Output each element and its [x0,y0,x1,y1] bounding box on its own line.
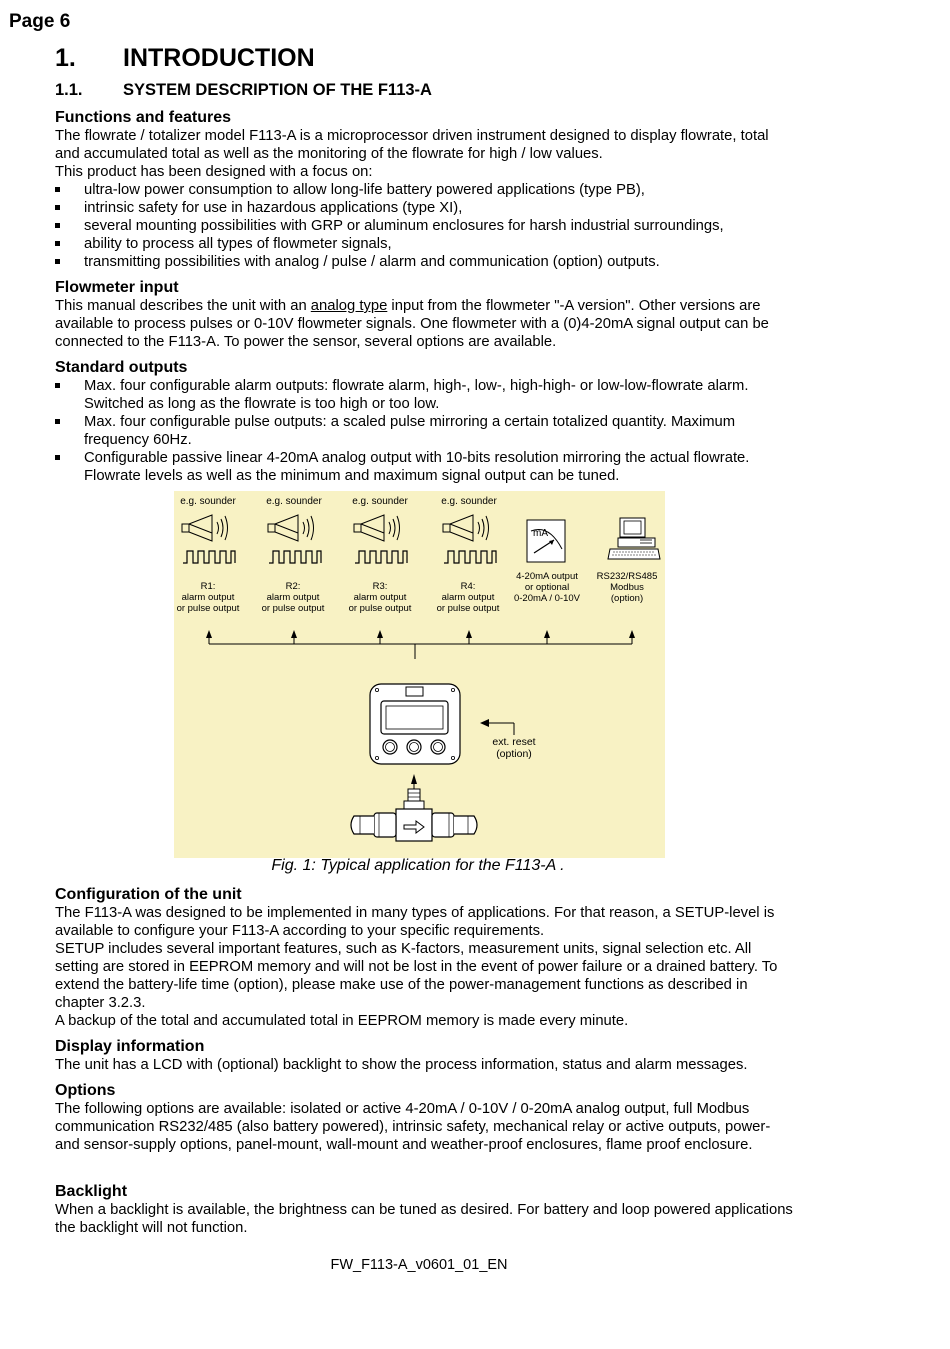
figure-caption: Fig. 1: Typical application for the F113-A . [271,857,565,874]
computer-icon [608,518,660,559]
ext-reset-arrow-icon [480,719,514,735]
list-item: Max. four configurable pulse outputs: a scaled pulse mirroring a certain totalized quantity. Maximum frequency 60Hz. [55,413,795,449]
svg-text:0-20mA / 0-10V: 0-20mA / 0-10V [513,593,581,604]
output-arrow [377,630,383,644]
sounder-label: e.g. sounder [441,496,497,507]
paragraph: SETUP includes several important features, such as K-factors, measurement units, signal selection etc. All setting are stored in EEPROM memory and will not be lost in the event of power failure or a drained battery. To extend the battery-life time (option), please make use of the power-management functions as described in chapter 3.2.3. [55,941,778,1011]
section-configuration [55,885,795,1030]
sounder-icon [354,515,400,541]
signal-arrow-icon [411,774,417,789]
svg-text:or pulse output: or pulse output [348,603,412,614]
milliamp-meter-icon [527,520,565,562]
svg-text:(option): (option) [610,593,644,604]
output-arrow [291,630,297,644]
paragraph: This manual describes the unit with an analog type input from the flowmeter "-A version". Other versions are available to process pulses or 0-10V flowmeter signals. One flowmeter with a (0)4-20mA signal output can be connected to the F113-A. To power the sensor, several options are available. [55,298,769,350]
svg-text:or pulse output: or pulse output [261,603,325,614]
relay-r4-label: R4: [460,581,476,592]
section-outputs [55,358,795,485]
svg-text:or pulse output: or pulse output [436,603,500,614]
output-arrow [544,630,550,644]
output-arrow [466,630,472,644]
section-heading: Options [55,1082,116,1099]
output-arrow [629,630,635,644]
list-item: intrinsic safety for use in hazardous applications (type XI), [55,199,795,217]
sounder-label: e.g. sounder [352,496,408,507]
paragraph: A backup of the total and accumulated total in EEPROM memory is made every minute. [55,1013,629,1029]
list-item: several mounting possibilities with GRP or aluminum enclosures for harsh industrial surroundings, [55,217,795,235]
svg-text:alarm output: alarm output [441,592,495,603]
comm-output-label: RS232/RS485 [596,571,658,582]
list-item: Configurable passive linear 4-20mA analog output with 10-bits resolution mirroring the actual flowrate. Flowrate levels as well as the minimum and maximum signal output can be tuned. [55,449,795,485]
svg-text:alarm output: alarm output [181,592,235,603]
ext-reset-label: ext. reset [492,736,536,748]
output-arrow [206,630,212,644]
section-functions [55,108,795,271]
flowmeter-pipe-icon [351,789,477,841]
section-heading: Standard outputs [55,359,188,376]
footer-doc-id: FW_F113-A_v0601_01_EN [330,1257,508,1273]
list-item: ultra-low power consumption to allow long-life battery powered applications (type PB), [55,181,795,199]
sounder-icon [443,515,489,541]
pulse-icon [183,551,235,563]
heading2-title: SYSTEM DESCRIPTION OF THE F113-A [123,81,432,99]
section-heading: Functions and features [55,109,232,126]
svg-text:Modbus: Modbus [610,582,644,593]
section-display [55,1037,795,1074]
section-heading: Display information [55,1038,205,1055]
bullet-icon [55,383,60,388]
section-flowmeter [55,278,795,351]
page-number: Page 6 [9,11,71,32]
application-diagram [174,491,665,858]
analog-output-label: 4-20mA output [516,571,578,582]
section-heading: Backlight [55,1183,128,1200]
bullet-icon [55,187,60,192]
heading2-number: 1.1. [55,81,83,99]
underlined-term: analog type [310,298,388,314]
sounder-icon [182,515,228,541]
paragraph: When a backlight is available, the brightness can be tuned as desired. For battery and loop powered applications the backlight will not function. [55,1202,793,1236]
bullet-icon [55,259,60,264]
pulse-icon [269,551,321,563]
paragraph: The F113-A was designed to be implemented in many types of applications. For that reason, a SETUP-level is available to configure your F113-A according to your specific requirements. [55,905,775,939]
bullet-icon [55,205,60,210]
heading1-title: INTRODUCTION [123,44,315,72]
svg-text:alarm output: alarm output [353,592,407,603]
sounder-label: e.g. sounder [180,496,236,507]
bullet-icon [55,241,60,246]
sounder-label: e.g. sounder [266,496,322,507]
svg-text:or optional: or optional [524,582,570,593]
diagram-canvas [174,491,665,858]
heading1-number: 1. [55,44,76,72]
section-heading: Configuration of the unit [55,886,242,903]
section-heading: Flowmeter input [55,279,179,296]
paragraph: The unit has a LCD with (optional) backlight to show the process information, status and alarm messages. [55,1057,748,1073]
svg-text:or pulse output: or pulse output [176,603,240,614]
relay-r3-label: R3: [372,581,388,592]
section-options [55,1081,795,1154]
bullet-icon [55,419,60,424]
paragraph: This product has been designed with a focus on: [55,164,373,180]
bullet-icon [55,223,60,228]
ma-label: mA [533,528,548,539]
pulse-icon [444,551,496,563]
f113-device-icon [370,684,460,764]
bullet-list [55,181,795,271]
list-item: ability to process all types of flowmeter signals, [55,235,795,253]
relay-r1-label: R1: [200,581,216,592]
bullet-icon [55,455,60,460]
list-item: transmitting possibilities with analog / pulse / alarm and communication (option) outputs. [55,253,795,271]
bullet-list [55,377,795,485]
sounder-icon [268,515,314,541]
svg-text:alarm output: alarm output [266,592,320,603]
relay-r2-label: R2: [285,581,301,592]
section-backlight [55,1182,795,1237]
paragraph: The flowrate / totalizer model F113-A is a microprocessor driven instrument designed to display flowrate, total and accumulated total as well as the monitoring of the flowrate for high / low values. [55,128,769,162]
svg-text:(option): (option) [496,748,532,760]
paragraph: The following options are available: isolated or active 4-20mA / 0-10V / 0-20mA analog output, full Modbus communication RS232/485 (also battery powered), intrinsic safety, mechanical relay or active outputs, power- and sensor-supply options, panel-mount, wall-mount and weather-proof enclosures, flame proof enclosure. [55,1101,771,1153]
list-item: Max. four configurable alarm outputs: flowrate alarm, high-, low-, high-high- or low-low-flowrate alarm. Switched as long as the flowrate is too high or too low. [55,377,795,413]
pulse-icon [355,551,407,563]
